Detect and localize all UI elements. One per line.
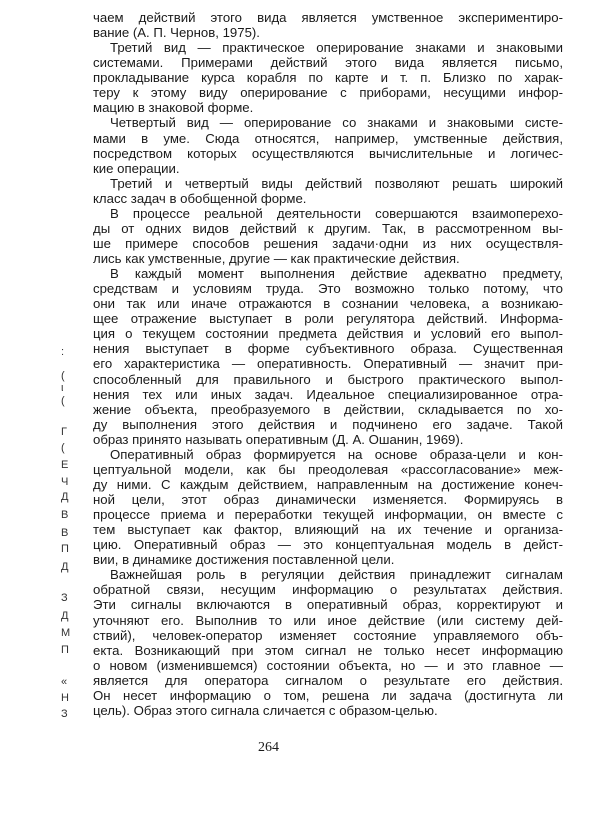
text-line: ной цели, этот образ динамически изменяется. Формируясь в [93,492,563,507]
text-line: Важнейшая роль в регуляции действия принадлежит сигналам [110,567,563,583]
adjacent-page-margin-fragments [61,0,75,824]
margin-fragment: З [61,592,68,604]
text-line: цептуальной модели, как бы преодолевая «рассогласование» меж- [93,461,563,477]
text-line: екта. Возникающий при этом сигнал не только несет информацию [93,642,563,658]
paragraph [93,40,563,115]
paragraph [93,10,563,40]
text-line: о новом (изменившемся) состоянии объекта, но — и это главное — [93,657,563,673]
text-line: ция о текущем состоянии предмета действия и условий его выпол- [93,326,563,342]
text-line: мацию в знаковой форме. [93,100,254,116]
text-line: тем выступает как фактор, влияющий на их течение и организа- [93,522,563,538]
text-line: Четвертый вид — оперирование со знаками и знаковыми систе- [110,115,563,131]
text-line: вии, в динамике достижения поставленной цели. [93,552,395,568]
text-line: чаем действий этого вида является умственное экспериментиро- [93,10,563,25]
margin-fragment: В [61,527,69,539]
margin-fragment: Д [61,561,69,573]
text-line: В каждый момент выполнения действие адекватно предмету, [110,266,563,282]
margin-fragment: ( [61,370,65,382]
margin-fragment: Д [61,491,69,503]
text-line: жение объекта, преобразуемого в действии, складывается по хо- [93,401,563,417]
text-line: нения тех или иных задач. Идеальное специализированное отра- [93,386,563,402]
text-line: кие операции. [93,160,180,176]
text-line: Эти сигналы включаются в оперативный образ, корректируют и [93,597,563,613]
text-line: прокладывание курса корабля по карте и т. п. Близко по харак- [93,70,563,86]
margin-fragment: : [61,346,65,358]
text-line: уточняют его. Выполнив то или иное действие (или систему дей- [93,612,563,628]
paragraph [93,206,563,266]
text-line: системами. Примерами действий этого вида является письмо, [93,55,563,71]
text-line: цель). Образ этого сигнала сличается с образом-целью. [93,702,438,718]
text-line: вание (А. П. Чернов, 1975). [93,25,260,41]
margin-fragment: З [61,708,68,720]
text-line: посредством которых осуществляются вычислительные и логичес- [93,145,563,161]
paragraph [93,266,563,447]
text-line: цию. Оперативный образ — это концептуальная модель в дейст- [93,537,563,553]
margin-fragment: ( [61,395,65,407]
margin-fragment: Г [61,426,67,438]
text-line: ствий), человек-оператор изменяет состояние управляемого объ- [93,627,563,643]
paragraph [93,115,563,175]
text-line: Оперативный образ формируется на основе образа-цели и кон- [110,446,563,462]
text-line: теру к этому виду оперирование с приборами, несущими инфор- [93,85,563,101]
text-line: ду выполнения этого действия и подчинено его задаче. Такой [93,416,563,432]
text-line: способленный для правильного и быстрого практического выпол- [93,371,563,387]
margin-fragment: Д [61,610,69,622]
text-line: средствам и условиям труда. Это возможно только потому, что [93,281,563,297]
text-line: Он несет информацию о том, решена ли задача (достигнута ли [93,687,563,703]
text-line: лись как умственные, другие — как практические действия. [93,251,460,266]
body-text [93,10,563,718]
margin-fragment: ι [61,382,64,394]
text-line: щее отражение выступает в роли регулятора действий. Информа- [93,311,563,327]
text-line: является для оператора сигналом о результате его действия. [93,672,563,688]
margin-fragment: « [61,676,68,688]
margin-fragment: Е [61,459,69,471]
text-line: мами в уме. Сюда относятся, например, умственные действия, [93,130,563,146]
paragraph [93,447,563,568]
margin-fragment: Ч [61,476,69,488]
text-line: ды от одних видов действий к другим. Так, в рассмотренном вы- [93,220,563,236]
text-line: они так или иначе отражаются в сознании человека, а возникаю- [93,296,563,312]
text-line: нения выступает в форме субъективного образа. Существенная [93,341,563,357]
text-line: ше примере способов решения задачи·одни из них осуществля- [93,235,563,251]
text-line: Третий вид — практическое оперирование знаками и знаковыми [110,40,563,56]
text-line: Третий и четвертый виды действий позволяют решать широкий [110,175,563,191]
text-line: В процессе реальной деятельности совершаются взаимоперехо- [110,205,563,221]
text-line: образ принято называть оперативным (Д. А. Ошанин, 1969). [93,431,464,447]
paragraph [93,176,563,206]
margin-fragment: М [61,627,71,639]
text-line: его характеристика — оперативность. Оперативный — значит при- [93,356,563,372]
margin-fragment: Н [61,692,69,704]
margin-fragment: П [61,543,69,555]
margin-fragment: ( [61,442,65,454]
text-line: обратной связи, несущим информацию о результатах действия. [93,582,563,598]
margin-fragment: П [61,644,69,656]
paragraph [93,567,563,718]
page-number: 264 [258,740,279,755]
margin-fragment: В [61,509,69,521]
text-line: класс задач в обобщенной форме. [93,190,307,206]
text-line: процессе приема и переработки текущей информации, он вместе с [93,507,563,523]
text-line: ду ними. С каждым действием, направленным на достижение конеч- [93,476,563,492]
